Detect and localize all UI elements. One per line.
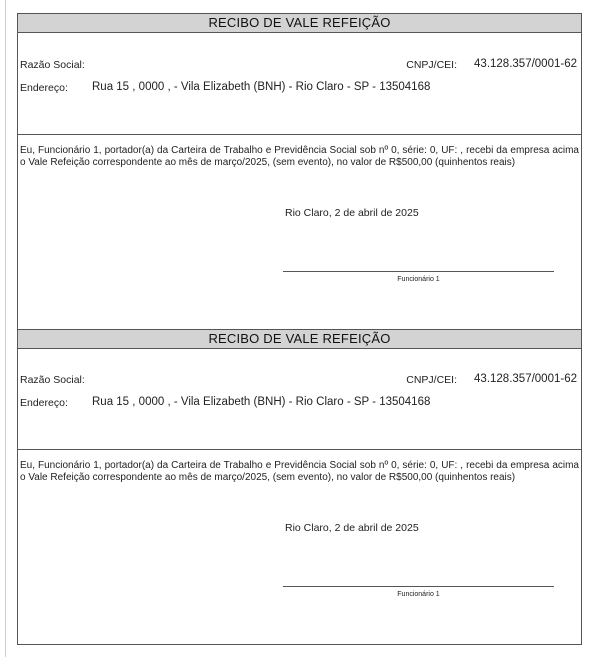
cnpj-value: 43.128.357/0001-62 bbox=[474, 373, 577, 385]
receipt-1 bbox=[17, 13, 582, 329]
endereco-label: Endereço: bbox=[20, 397, 68, 409]
company-info bbox=[18, 348, 581, 450]
signature-name: Funcionário 1 bbox=[397, 276, 440, 283]
razao-social-label: Razão Social: bbox=[20, 374, 85, 386]
cnpj-label: CNPJ/CEI: bbox=[406, 374, 457, 386]
receipt-title: RECIBO DE VALE REFEIÇÃO bbox=[18, 329, 581, 349]
endereco-label: Endereço: bbox=[20, 82, 68, 94]
place-date: Rio Claro, 2 de abril de 2025 bbox=[285, 207, 419, 219]
receipt-2 bbox=[17, 329, 582, 645]
endereco-value: Rua 15 , 0000 , - Vila Elizabeth (BNH) - Rio Claro - SP - 13504168 bbox=[92, 81, 431, 93]
cnpj-value: 43.128.357/0001-62 bbox=[474, 58, 577, 70]
endereco-value: Rua 15 , 0000 , - Vila Elizabeth (BNH) - Rio Claro - SP - 13504168 bbox=[92, 396, 431, 408]
company-info bbox=[18, 33, 581, 135]
place-date: Rio Claro, 2 de abril de 2025 bbox=[285, 522, 419, 534]
signature-name: Funcionário 1 bbox=[397, 591, 440, 598]
razao-social-label: Razão Social: bbox=[20, 59, 85, 71]
signature-line bbox=[283, 586, 554, 587]
receipt-title: RECIBO DE VALE REFEIÇÃO bbox=[18, 14, 581, 33]
receipt-body-text: Eu, Funcionário 1, portador(a) da Carteira de Trabalho e Previdência Social sob nº 0, série: 0, UF: , recebi da empresa acima o Vale Refeição correspondente ao mês de março/2025, (sem evento), no valor de R$500,00 (quinhentos reais) bbox=[20, 460, 579, 483]
page-edge bbox=[5, 0, 6, 657]
signature-line bbox=[283, 271, 554, 272]
cnpj-label: CNPJ/CEI: bbox=[406, 59, 457, 71]
receipt-body-text: Eu, Funcionário 1, portador(a) da Carteira de Trabalho e Previdência Social sob nº 0, série: 0, UF: , recebi da empresa acima o Vale Refeição correspondente ao mês de março/2025, (sem evento), no valor de R$500,00 (quinhentos reais) bbox=[20, 145, 579, 168]
